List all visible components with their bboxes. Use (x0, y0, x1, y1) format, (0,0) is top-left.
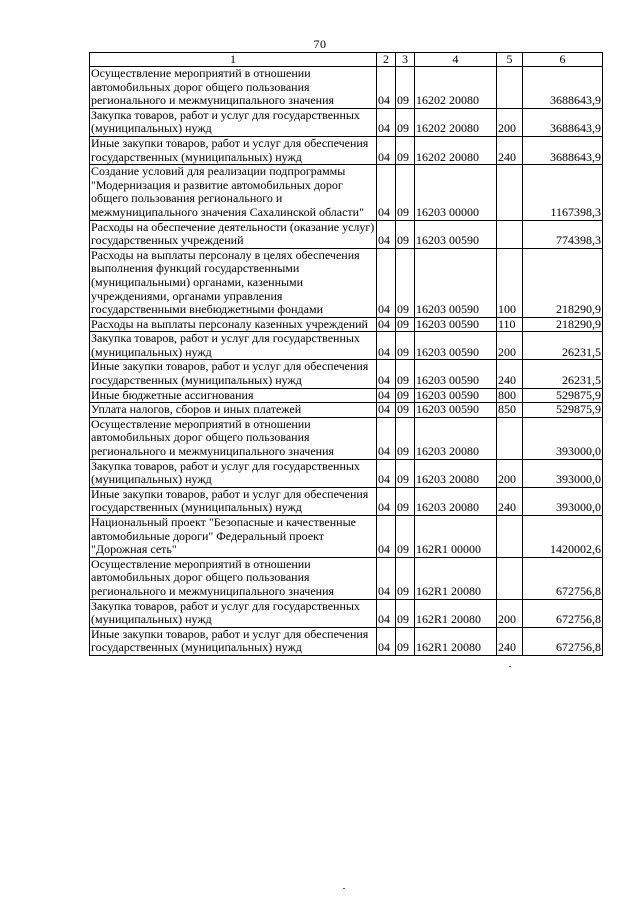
amount: 529875,9 (523, 403, 603, 418)
table-row (90, 248, 603, 317)
table-row (90, 317, 603, 332)
item-name: Иные бюджетные ассигнования (90, 388, 377, 403)
amount: 1420002,6 (523, 516, 603, 558)
target-article-code: 16203 00590 (415, 332, 497, 360)
subsection-code: 09 (396, 487, 415, 515)
target-article-code: 16202 20080 (415, 67, 497, 109)
table-row (90, 388, 603, 403)
item-name: Национальный проект "Безопасные и качественные автомобильные дороги" Федеральный проект "Дорожная сеть" (90, 516, 377, 558)
table-row (90, 67, 603, 109)
item-name: Создание условий для реализации подпрограммы "Модернизация и развитие автомобильных дорог общего пользования регионального и межмуниципального значения Сахалинской области" (90, 165, 377, 220)
header-row (90, 53, 603, 67)
item-name: Осуществление мероприятий в отношении автомобильных дорог общего пользования регионального и межмуниципального значения (90, 67, 377, 109)
expense-type-code: 240 (497, 487, 523, 515)
target-article-code: 16203 20080 (415, 459, 497, 487)
section-code: 04 (377, 360, 396, 388)
budget-table (89, 52, 603, 656)
target-article-code: 16203 00000 (415, 165, 497, 220)
section-code: 04 (377, 627, 396, 655)
header-cell-1: 1 (90, 53, 377, 67)
amount: 672756,8 (523, 599, 603, 627)
target-article-code: 16203 00590 (415, 220, 497, 248)
subsection-code: 09 (396, 67, 415, 109)
item-name: Закупка товаров, работ и услуг для государственных (муниципальных) нужд (90, 108, 377, 136)
table-row (90, 220, 603, 248)
target-article-code: 16203 00590 (415, 403, 497, 418)
header-cell-4: 4 (415, 53, 497, 67)
item-name: Закупка товаров, работ и услуг для государственных (муниципальных) нужд (90, 332, 377, 360)
amount: 26231,5 (523, 360, 603, 388)
amount: 26231,5 (523, 332, 603, 360)
section-code: 04 (377, 599, 396, 627)
amount: 393000,0 (523, 417, 603, 459)
subsection-code: 09 (396, 220, 415, 248)
table-row (90, 360, 603, 388)
target-article-code: 162R1 00000 (415, 516, 497, 558)
target-article-code: 16203 00590 (415, 360, 497, 388)
item-name: Иные закупки товаров, работ и услуг для обеспечения государственных (муниципальных) нужд (90, 136, 377, 164)
section-code: 04 (377, 136, 396, 164)
subsection-code: 09 (396, 317, 415, 332)
section-code: 04 (377, 248, 396, 317)
item-name: Иные закупки товаров, работ и услуг для обеспечения государственных (муниципальных) нужд (90, 360, 377, 388)
table-row (90, 487, 603, 515)
section-code: 04 (377, 67, 396, 109)
expense-type-code: 800 (497, 388, 523, 403)
subsection-code: 09 (396, 165, 415, 220)
header-cell-2: 2 (377, 53, 396, 67)
item-name: Уплата налогов, сборов и иных платежей (90, 403, 377, 418)
target-article-code: 16203 00590 (415, 388, 497, 403)
subsection-code: 09 (396, 136, 415, 164)
amount: 3688643,9 (523, 67, 603, 109)
header-cell-3: 3 (396, 53, 415, 67)
section-code: 04 (377, 557, 396, 599)
item-name: Расходы на обеспечение деятельности (оказание услуг) государственных учреждений (90, 220, 377, 248)
item-name: Осуществление мероприятий в отношении автомобильных дорог общего пользования регионального и межмуниципального значения (90, 417, 377, 459)
section-code: 04 (377, 459, 396, 487)
subsection-code: 09 (396, 459, 415, 487)
section-code: 04 (377, 317, 396, 332)
subsection-code: 09 (396, 360, 415, 388)
target-article-code: 16202 20080 (415, 136, 497, 164)
target-article-code: 16203 00590 (415, 248, 497, 317)
section-code: 04 (377, 332, 396, 360)
subsection-code: 09 (396, 557, 415, 599)
table-row (90, 403, 603, 418)
amount: 672756,8 (523, 627, 603, 655)
target-article-code: 162R1 20080 (415, 557, 497, 599)
table-body (90, 67, 603, 656)
section-code: 04 (377, 388, 396, 403)
subsection-code: 09 (396, 248, 415, 317)
table-row (90, 516, 603, 558)
subsection-code: 09 (396, 108, 415, 136)
table-row (90, 108, 603, 136)
item-name: Иные закупки товаров, работ и услуг для обеспечения государственных (муниципальных) нужд (90, 627, 377, 655)
section-code: 04 (377, 165, 396, 220)
amount: 393000,0 (523, 487, 603, 515)
amount: 3688643,9 (523, 108, 603, 136)
section-code: 04 (377, 487, 396, 515)
subsection-code: 09 (396, 388, 415, 403)
target-article-code: 16203 20080 (415, 417, 497, 459)
expense-type-code: 110 (497, 317, 523, 332)
expense-type-code: 200 (497, 599, 523, 627)
expense-type-code: 200 (497, 332, 523, 360)
subsection-code: 09 (396, 627, 415, 655)
target-article-code: 16203 20080 (415, 487, 497, 515)
section-code: 04 (377, 108, 396, 136)
expense-type-code (497, 165, 523, 220)
table-row (90, 599, 603, 627)
scan-speck (509, 666, 511, 667)
table-row (90, 627, 603, 655)
section-code: 04 (377, 417, 396, 459)
expense-type-code: 240 (497, 136, 523, 164)
subsection-code: 09 (396, 599, 415, 627)
amount: 393000,0 (523, 459, 603, 487)
item-name: Закупка товаров, работ и услуг для государственных (муниципальных) нужд (90, 599, 377, 627)
table-row (90, 417, 603, 459)
table-row (90, 136, 603, 164)
amount: 1167398,3 (523, 165, 603, 220)
expense-type-code: 850 (497, 403, 523, 418)
amount: 218290,9 (523, 248, 603, 317)
table-row (90, 165, 603, 220)
amount: 672756,8 (523, 557, 603, 599)
item-name: Иные закупки товаров, работ и услуг для обеспечения государственных (муниципальных) нужд (90, 487, 377, 515)
target-article-code: 16203 00590 (415, 317, 497, 332)
expense-type-code: 240 (497, 627, 523, 655)
subsection-code: 09 (396, 332, 415, 360)
section-code: 04 (377, 403, 396, 418)
header-cell-6: 6 (523, 53, 603, 67)
target-article-code: 162R1 20080 (415, 599, 497, 627)
expense-type-code: 200 (497, 459, 523, 487)
amount: 3688643,9 (523, 136, 603, 164)
expense-type-code (497, 557, 523, 599)
subsection-code: 09 (396, 403, 415, 418)
item-name: Осуществление мероприятий в отношении автомобильных дорог общего пользования регионального и межмуниципального значения (90, 557, 377, 599)
item-name: Расходы на выплаты персоналу в целях обеспечения выполнения функций государственными (муниципальными) органами, казенными учреждениями, органами управления государственными внебюджетными фондами (90, 248, 377, 317)
page-number: 70 (313, 37, 327, 51)
subsection-code: 09 (396, 417, 415, 459)
expense-type-code (497, 220, 523, 248)
expense-type-code: 240 (497, 360, 523, 388)
section-code: 04 (377, 516, 396, 558)
header-cell-5: 5 (497, 53, 523, 67)
expense-type-code: 200 (497, 108, 523, 136)
amount: 529875,9 (523, 388, 603, 403)
target-article-code: 16202 20080 (415, 108, 497, 136)
expense-type-code (497, 417, 523, 459)
table-row (90, 557, 603, 599)
table-row (90, 332, 603, 360)
subsection-code: 09 (396, 516, 415, 558)
expense-type-code (497, 67, 523, 109)
scan-speck (343, 888, 345, 889)
expense-type-code (497, 516, 523, 558)
section-code: 04 (377, 220, 396, 248)
item-name: Закупка товаров, работ и услуг для государственных (муниципальных) нужд (90, 459, 377, 487)
amount: 218290,9 (523, 317, 603, 332)
table-row (90, 459, 603, 487)
item-name: Расходы на выплаты персоналу казенных учреждений (90, 317, 377, 332)
expense-type-code: 100 (497, 248, 523, 317)
target-article-code: 162R1 20080 (415, 627, 497, 655)
amount: 774398,3 (523, 220, 603, 248)
